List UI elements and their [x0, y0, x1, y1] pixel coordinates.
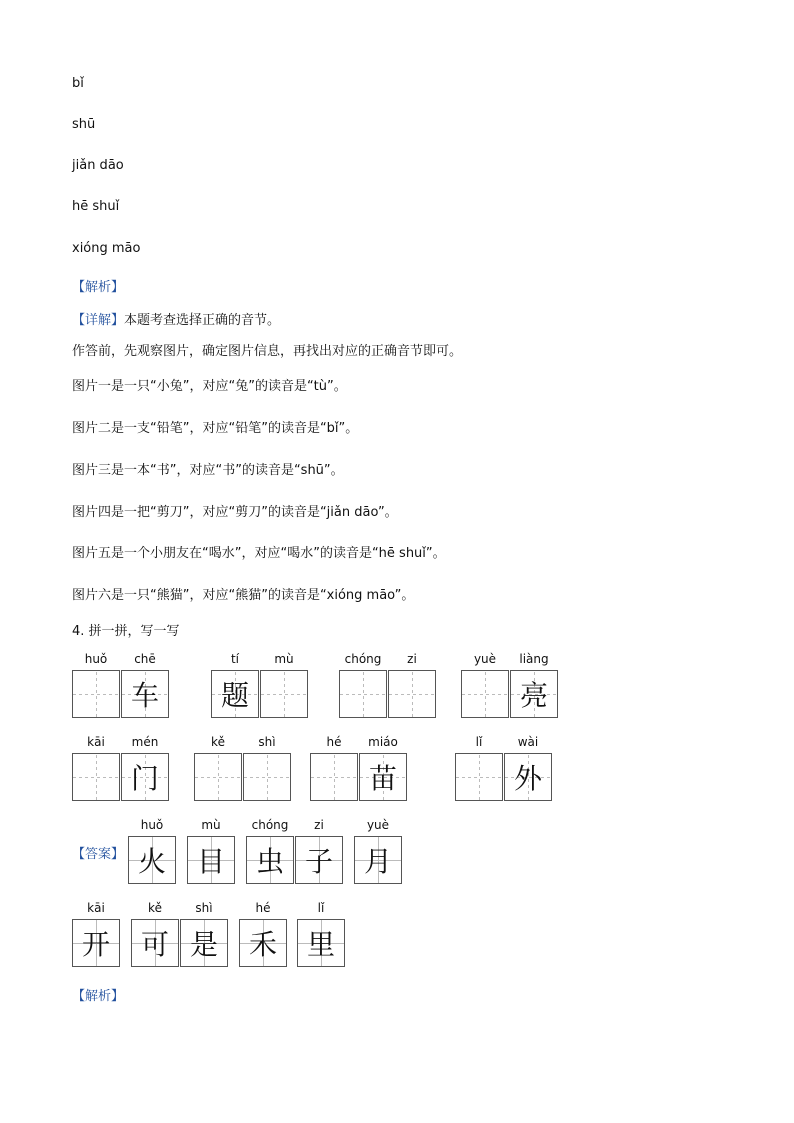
- pinyin-label: huǒ: [84, 652, 108, 666]
- writing-cell: [121, 670, 169, 718]
- writing-cell: [504, 753, 552, 801]
- pinyin-label: miáo: [368, 735, 398, 749]
- pinyin-label: chē: [134, 652, 156, 666]
- character: [462, 671, 508, 717]
- character: 亮: [519, 679, 548, 712]
- writing-cell: [339, 670, 387, 718]
- analysis-tag: 【解析】: [72, 280, 125, 295]
- writing-cell: [310, 753, 358, 801]
- pinyin-label: zi: [407, 652, 417, 666]
- character: 目: [196, 845, 225, 878]
- pinyin-label: liàng: [519, 652, 549, 666]
- writing-cell: [354, 836, 402, 884]
- writing-cell: [72, 753, 120, 801]
- pinyin-label: chóng: [251, 818, 289, 832]
- writing-cell: [131, 919, 179, 967]
- pinyin-label: hé: [326, 735, 342, 749]
- character: 门: [130, 762, 159, 795]
- answer-line-3: jiǎn dāo: [72, 158, 124, 173]
- answer-tag: 【答案】: [72, 847, 125, 862]
- pinyin-label: lǐ: [475, 735, 483, 749]
- analysis-tag-2: 【解析】: [72, 989, 125, 1004]
- answer-line-1: bǐ: [72, 76, 84, 91]
- writing-cell: [295, 836, 343, 884]
- explain-line-1: 作答前，先观察图片，确定图片信息，再找出对应的正确音节即可。: [72, 344, 463, 359]
- writing-cell: [510, 670, 558, 718]
- pinyin-label: zi: [314, 818, 324, 832]
- answer-line-2: shū: [72, 117, 96, 132]
- pinyin-label: lǐ: [317, 901, 325, 915]
- pinyin-label: chóng: [344, 652, 382, 666]
- character: [195, 754, 241, 800]
- character: 可: [140, 928, 169, 961]
- character: [389, 671, 435, 717]
- writing-cell: [128, 836, 176, 884]
- writing-cell: [297, 919, 345, 967]
- detail-line: [72, 309, 280, 328]
- explain-line-2: 图片一是一只“小兔”，对应“兔”的读音是“tù”。: [72, 379, 347, 394]
- writing-cell: [239, 919, 287, 967]
- pinyin-label: mù: [201, 818, 221, 832]
- pinyin-label: yuè: [473, 652, 497, 666]
- writing-cell: [461, 670, 509, 718]
- character: [311, 754, 357, 800]
- explain-line-4: 图片三是一本“书”，对应“书”的读音是“shū”。: [72, 463, 344, 478]
- question-4-title: 4. 拼一拼，写一写: [72, 624, 180, 639]
- pinyin-label: kāi: [87, 901, 105, 915]
- character: [456, 754, 502, 800]
- writing-cell: [187, 836, 235, 884]
- pinyin-label: huǒ: [140, 818, 164, 832]
- explain-line-3: 图片二是一支“铅笔”，对应“铅笔”的读音是“bǐ”。: [72, 421, 359, 436]
- pinyin-label: shì: [195, 901, 213, 915]
- writing-cell: [180, 919, 228, 967]
- character: [73, 754, 119, 800]
- character: 是: [189, 928, 218, 961]
- writing-cell: [359, 753, 407, 801]
- character: 月: [363, 845, 392, 878]
- character: 子: [304, 845, 333, 878]
- pinyin-label: wài: [517, 735, 539, 749]
- writing-cell: [243, 753, 291, 801]
- detail-tag: 【详解】: [72, 313, 125, 328]
- explain-line-7: 图片六是一只“熊猫”，对应“熊猫”的读音是“xióng māo”。: [72, 588, 415, 603]
- character: 火: [137, 845, 166, 878]
- character: 里: [306, 928, 335, 961]
- character: [340, 671, 386, 717]
- character: 苗: [368, 762, 397, 795]
- character: 虫: [255, 845, 284, 878]
- character: [261, 671, 307, 717]
- character: 外: [513, 762, 542, 795]
- writing-cell: [121, 753, 169, 801]
- pinyin-label: shì: [258, 735, 276, 749]
- writing-cell: [194, 753, 242, 801]
- explain-line-6: 图片五是一个小朋友在“喝水”，对应“喝水”的读音是“hē shuǐ”。: [72, 546, 446, 561]
- writing-cell: [211, 670, 259, 718]
- character: 开: [81, 928, 110, 961]
- character: 题: [220, 679, 249, 712]
- pinyin-label: hé: [255, 901, 271, 915]
- pinyin-label: yuè: [366, 818, 390, 832]
- writing-cell: [72, 919, 120, 967]
- pinyin-label: kě: [211, 735, 225, 749]
- writing-cell: [388, 670, 436, 718]
- writing-cell: [72, 670, 120, 718]
- writing-cell: [246, 836, 294, 884]
- writing-cell: [455, 753, 503, 801]
- pinyin-label: kě: [148, 901, 162, 915]
- character: [244, 754, 290, 800]
- pinyin-label: kāi: [87, 735, 105, 749]
- pinyin-label: tí: [230, 652, 240, 666]
- detail-text: 本题考查选择正确的音节。: [124, 313, 281, 328]
- pinyin-label: mù: [274, 652, 294, 666]
- writing-cell: [260, 670, 308, 718]
- character: 车: [130, 679, 159, 712]
- character: 禾: [248, 928, 277, 961]
- answer-line-5: xióng māo: [72, 241, 141, 256]
- answer-line-4: hē shuǐ: [72, 199, 120, 214]
- character: [73, 671, 119, 717]
- pinyin-label: mén: [131, 735, 159, 749]
- explain-line-5: 图片四是一把“剪刀”，对应“剪刀”的读音是“jiǎn dāo”。: [72, 505, 398, 520]
